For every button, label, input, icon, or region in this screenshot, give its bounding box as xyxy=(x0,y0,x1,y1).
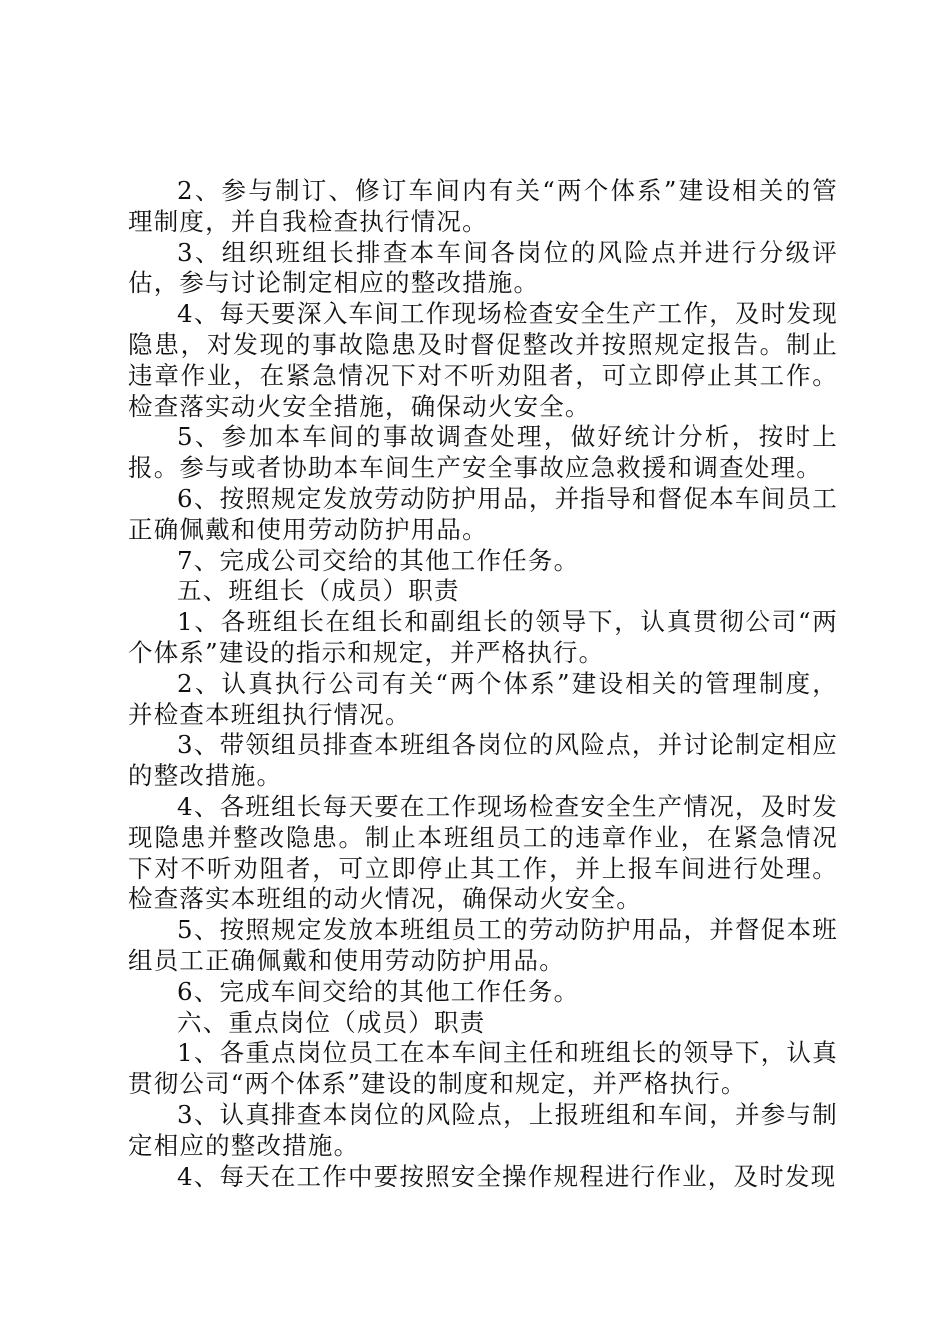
paragraph: 4、每天要深入车间工作现场检查安全生产工作，及时发现隐患，对发现的事故隐患及时督促整改并按照规定报告。制止违章作业，在紧急情况下对不听劝阻者，可立即停止其工作。检查落实动火安全措施，确保动火安全。 xyxy=(128,299,838,421)
paragraph: 5、参加本车间的事故调查处理，做好统计分析，按时上报。参与或者协助本车间生产安全事故应急救援和调查处理。 xyxy=(128,422,838,483)
paragraph: 5、按照规定发放本班组员工的劳动防护用品，并督促本班组员工正确佩戴和使用劳动防护用品。 xyxy=(128,915,838,975)
paragraph: 2、认真执行公司有关“两个体系”建设相关的管理制度，并检查本班组执行情况。 xyxy=(128,668,838,729)
section-heading: 五、班组长（成员）职责 xyxy=(177,576,460,606)
paragraph: 4、各班组长每天要在工作现场检查安全生产情况，及时发现隐患并整改隐患。制止本班组员工的违章作业，在紧急情况下对不听劝阻者，可立即停止其工作，并上报车间进行处理。检查落实本班组的动火情况，确保动火安全。 xyxy=(128,791,838,914)
paragraph: 6、按照规定发放劳动防护用品，并指导和督促本车间员工正确佩戴和使用劳动防护用品。 xyxy=(128,483,838,544)
paragraph: 2、参与制订、修订车间内有关“两个体系”建设相关的管理制度，并自我检查执行情况。 xyxy=(128,176,838,236)
document-body xyxy=(128,176,838,1192)
paragraph: 3、认真排查本岗位的风险点，上报班组和车间，并参与制定相应的整改措施。 xyxy=(128,1099,838,1160)
section-heading: 六、重点岗位（成员）职责 xyxy=(177,1007,486,1037)
paragraph: 4、每天在工作中要按照安全操作规程进行作业，及时发现 xyxy=(177,1161,837,1191)
paragraph: 3、组织班组长排查本车间各岗位的风险点并进行分级评估，参与讨论制定相应的整改措施。 xyxy=(128,237,838,298)
paragraph: 7、完成公司交给的其他工作任务。 xyxy=(177,545,580,575)
paragraph: 1、各重点岗位员工在本车间主任和班组长的领导下，认真贯彻公司“两个体系”建设的制度和规定，并严格执行。 xyxy=(128,1038,838,1099)
paragraph: 1、各班组长在组长和副组长的领导下，认真贯彻公司“两个体系”建设的指示和规定，并严格执行。 xyxy=(128,607,838,667)
paragraph: 6、完成车间交给的其他工作任务。 xyxy=(177,976,580,1006)
paragraph: 3、带领组员排查本班组各岗位的风险点，并讨论制定相应的整改措施。 xyxy=(128,730,838,791)
